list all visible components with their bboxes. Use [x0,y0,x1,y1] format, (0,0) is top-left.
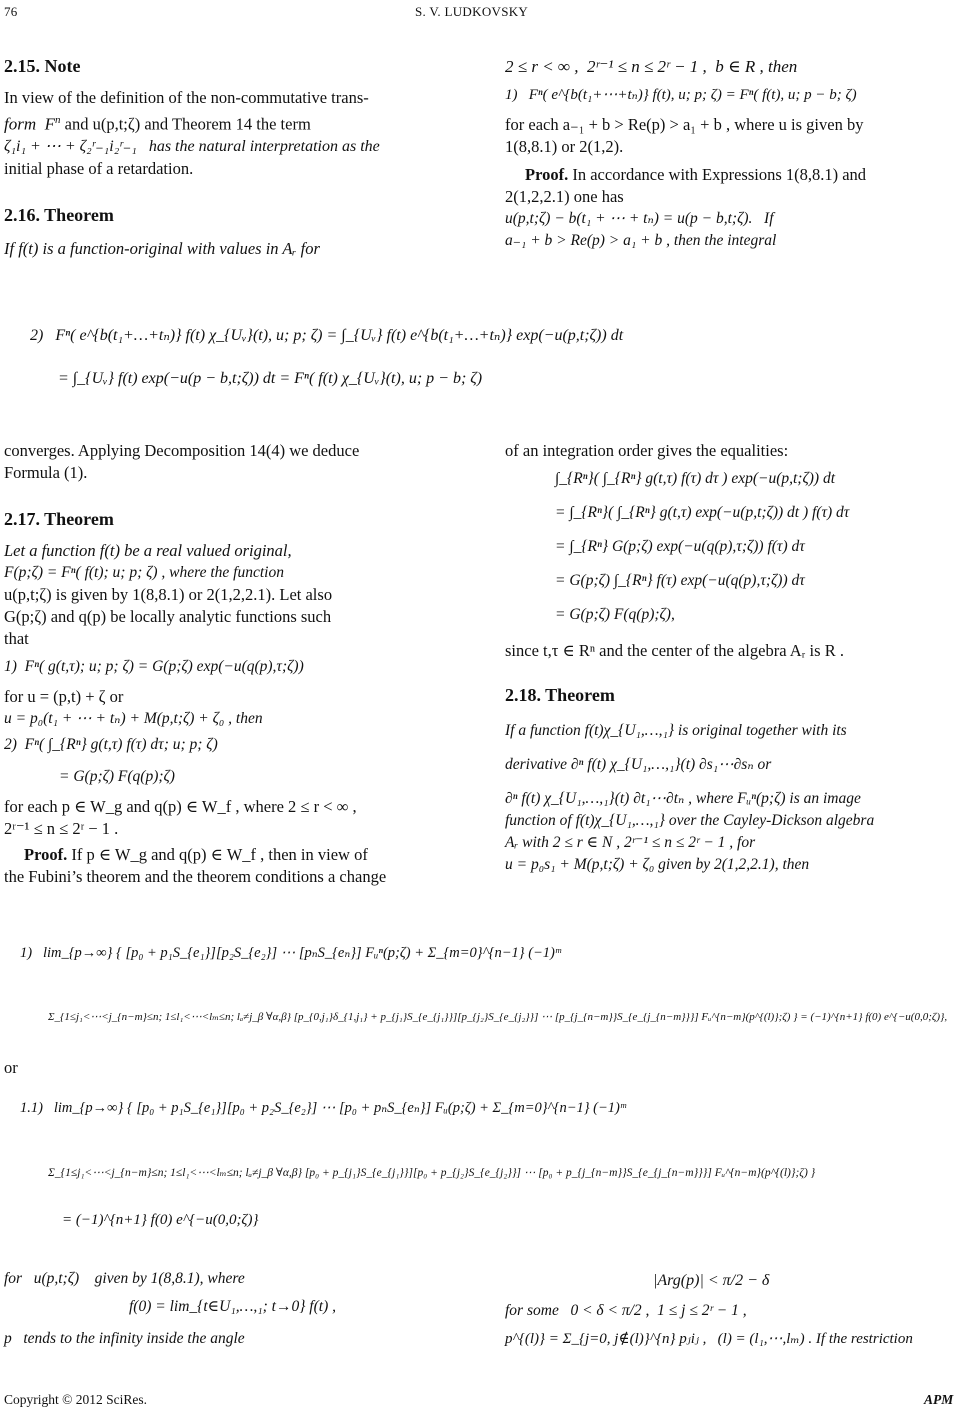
paragraph-line: 2(1,2,2.1) one has [505,187,624,206]
paragraph-line: of an integration order gives the equalities: [505,441,789,460]
left-column-middle [4,440,466,888]
paragraph-line: initial phase of a retardation. [4,158,194,178]
paragraph-line: for each p ∈ W_g and q(p) ∈ W_f , where 2 ≤ r < ∞ , [4,797,357,816]
paragraph-line: p^{(l)} = Σ_{j=0, j∉(l)}^{n} pⱼiⱼ , (l) = (l₁,⋯,lₘ) . If the restriction [505,1331,913,1347]
paragraph-line: Aᵣ with 2 ≤ r ∈ N , 2ʳ⁻¹ ≤ n ≤ 2ʳ − 1 , for [505,834,756,851]
page-number: 76 [4,4,18,19]
paragraph-line: converges. Applying Decomposition 14(4) we deduce [4,441,360,460]
paragraph-line: u = p₀(t₁ + ⋯ + tₙ) + M(p,t;ζ) + ζ₀ , then [4,710,263,727]
running-title: S. V. LUDKOVSKY [415,4,529,19]
left-column-top [4,55,466,260]
paragraph-line: for some 0 < δ < π/2 , 1 ≤ j ≤ 2ʳ − 1 , [505,1302,747,1319]
paragraph-line: form $F^n$ and u(p,t;ζ) and Theorem 14 the term [4,114,311,134]
equality-3: = ∫_{Rⁿ} G(p;ζ) exp(−u(q(p),τ;ζ)) f(τ) dτ [555,538,805,555]
equation-1: 1) Fⁿ( e^{b(t₁+⋯+tₙ)} f(t), u; p; ζ) = Fⁿ( f(t), u; p − b; ζ) [505,87,857,103]
right-column-bottom [505,1270,965,1350]
equation-2-line-2: = ∫_{Uᵥ} f(t) exp(−u(p − b,t;ζ)) dt = Fⁿ( f(t) χ_{Uᵥ}(t), u; p − b; ζ) [58,370,483,387]
paragraph-line: G(p;ζ) and q(p) be locally analytic functions such [4,607,332,626]
section-title-2-16: 2.16. Theorem [4,204,114,225]
paragraph-line: a₋₁ + b > Re(p) > a₁ + b , then the integral [505,232,777,249]
paragraph-line: that [4,629,29,648]
right-column-middle [505,440,965,876]
paragraph-line: If a function f(t)χ_{U₁,…,₁} is original together with its [505,722,847,739]
paragraph-line: the Fubini’s theorem and the theorem conditions a change [4,867,387,886]
paragraph-line: Let a function f(t) be a real valued original, [4,541,292,560]
section-title-2-17: 2.17. Theorem [4,509,114,529]
paragraph-line: In view of the definition of the non-commutative trans- [4,88,369,107]
paragraph-line: function of f(t)χ_{U₁,…,₁} over the Cayley-Dickson algebra [505,812,875,829]
paragraph-line: 2ʳ⁻¹ ≤ n ≤ 2ʳ − 1 . [4,819,119,838]
paragraph-line: ζ₁i₁ + ⋯ + ζ₂ʳ₋₁i₂ʳ₋₁ has the natural interpretation as the [4,137,380,155]
equation-2-18-1-line-1: 1) lim_{p→∞} { [p₀ + p₁S_{e₁}][p₂S_{e₂}] ⋯ [pₙS_{eₙ}] Fᵤⁿ(p;ζ) + Σ_{m=0}^{n−1} (−1)ᵐ [20,945,561,961]
equality-2: = ∫_{Rⁿ}( ∫_{Rⁿ} g(t,τ) exp(−u(p,t;ζ)) dt ) f(τ) dτ [555,504,850,521]
equation-2-17-2a: 2) Fⁿ( ∫_{Rⁿ} g(t,τ) f(τ) dτ; u; p; ζ) [4,736,218,753]
proof-line: Proof. If p ∈ W_g and q(p) ∈ W_f , then in view of [24,845,368,864]
paragraph-line: for u(p,t;ζ) given by 1(8,8.1), where [4,1270,245,1287]
equation-2-line-1: 2) Fⁿ( e^{b(t₁+…+tₙ)} f(t) χ_{Uᵥ}(t), u; p; ζ) = ∫_{Uᵥ} f(t) e^{b(t₁+…+tₙ)} exp(−u(p,t;ζ)) dt [30,327,624,344]
paragraph-line: F(p;ζ) = Fⁿ( f(t); u; p; ζ) , where the function [4,564,284,581]
paragraph-line: u(p,t;ζ) is given by 1(8,8.1) or 2(1,2,2.1). Let also [4,585,333,604]
equation-2-18-1-line-2: Σ_{1≤j₁<⋯<j_{n−m}≤n; 1≤l₁<⋯<lₘ≤n; lₐ≠j_β ∀α,β} [p_{0,j₁}δ_{1,j₁} + p_{j₁}S_{e_{j₁}}][p_{j₂}S_{e_{j₂}}] ⋯ [p_{j_{n−m}}S_{e_{j_{n−m}}}] Fᵤ^{n−m}(p^{(l)};ζ) } = (−1)^{n+1} f(0) e^{−u(0,0;ζ)}, [48,1011,948,1023]
condition-line: 2 ≤ r < ∞ , 2ʳ⁻¹ ≤ n ≤ 2ʳ − 1 , b ∈ R , then [505,57,798,76]
equation-2-17-1: 1) Fⁿ( g(t,τ); u; p; ζ) = G(p;ζ) exp(−u(q(p),τ;ζ)) [4,658,304,675]
paragraph-line: u = p₀s₁ + M(p,t;ζ) + ζ₀ given by 2(1,2,2.1), then [505,856,810,873]
section-title-2-15: 2.15. Note [4,56,81,76]
paragraph-line: Formula (1). [4,463,88,482]
footer-journal: APM [924,1392,954,1407]
equation-2-17-2b: = G(p;ζ) F(q(p);ζ) [59,768,175,785]
paragraph-line: for each a₋₁ + b > Re(p) > a₁ + b , where u is given by [505,115,864,134]
paragraph-line: If f(t) is a function-original with values in Aᵣ for [4,238,320,258]
equation-2-18-1-1-line-1: 1.1) lim_{p→∞} { [p₀ + p₁S_{e₁}][p₀ + p₂S_{e₂}] ⋯ [p₀ + pₙS_{eₙ}] Fᵤ(p;ζ) + Σ_{m=0}^{n−1} (−1)ᵐ [20,1100,626,1116]
proof-line: Proof. In accordance with Expressions 1(8,8.1) and [525,165,867,184]
equality-1: ∫_{Rⁿ}( ∫_{Rⁿ} g(t,τ) f(τ) dτ ) exp(−u(p,t;ζ)) dt [555,470,835,487]
paragraph-line: f(0) = lim_{t∈U₁,…,₁; t→0} f(t) , [129,1298,336,1315]
equality-5: = G(p;ζ) F(q(p);ζ), [555,606,675,623]
paragraph-line: derivative ∂ⁿ f(t) χ_{U₁,…,₁}(t) ∂s₁⋯∂sₙ or [505,756,772,773]
paragraph-line: p tends to the infinity inside the angle [4,1330,245,1347]
paragraph-line: since t,τ ∈ Rⁿ and the center of the algebra Aᵣ is R . [505,641,844,660]
equation-2-18-1-1-line-2: Σ_{1≤j₁<⋯<j_{n−m}≤n; 1≤l₁<⋯<lₘ≤n; lₐ≠j_β ∀α,β} [p₀ + p_{j₁}S_{e_{j₁}}][p₀ + p_{j₂}S_{e_{j₂}}] ⋯ [p₀ + p_{j_{n−m}}S_{e_{j_{n−m}}}] Fᵤ^{n−m}(p^{(l)};ζ) } [48,1167,816,1179]
section-title-2-18: 2.18. Theorem [505,685,615,705]
or-label: or [4,1058,18,1077]
paragraph-line: for u = (p,t) + ζ or [4,687,124,706]
left-column-bottom [4,1268,466,1350]
paragraph-line: 1(8,8.1) or 2(1,2). [505,137,624,156]
paragraph-line: u(p,t;ζ) − b(t₁ + ⋯ + tₙ) = u(p − b,t;ζ). If [505,210,774,227]
footer-copyright: Copyright © 2012 SciRes. [4,1392,148,1407]
paragraph-line: ∂ⁿ f(t) χ_{U₁,…,₁}(t) ∂t₁⋯∂tₙ , where Fᵤⁿ(p;ζ) is an image [505,790,861,807]
equality-4: = G(p;ζ) ∫_{Rⁿ} f(τ) exp(−u(q(p),τ;ζ)) dτ [555,572,805,589]
right-column-top [505,56,965,252]
equation-2-18-1-1-line-3: = (−1)^{n+1} f(0) e^{−u(0,0;ζ)} [62,1212,259,1228]
paragraph-line: |Arg(p)| < π/2 − δ [653,1272,770,1289]
